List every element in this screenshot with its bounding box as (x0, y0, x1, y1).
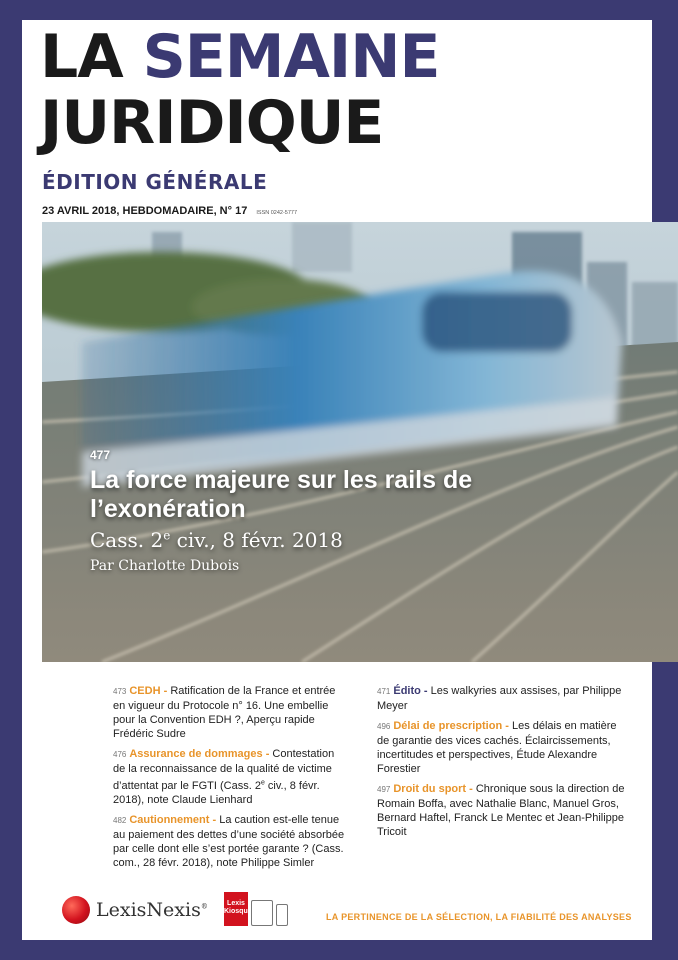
entry-separator: - (420, 685, 431, 697)
masthead-line-1 (40, 24, 439, 90)
entry-separator: - (160, 685, 171, 697)
citation-pre: Cass. 2 (90, 528, 164, 552)
brand-name (96, 899, 208, 921)
kiosque-icon (224, 892, 252, 926)
kiosque-line-2: Kiosque (224, 908, 252, 915)
citation-sup: e (163, 528, 171, 543)
entry-keyword: CEDH (129, 685, 161, 697)
footer-tagline: LA PERTINENCE DE LA SÉLECTION, LA FIABILITÉ DES ANALYSES (326, 912, 632, 922)
cover-story-citation (90, 528, 560, 552)
contents-entry[interactable] (377, 719, 627, 776)
train-photo-illustration (42, 222, 678, 662)
entry-number: 476 (113, 750, 127, 759)
masthead (40, 24, 439, 156)
brand-word: LexisNexis (96, 899, 201, 921)
entry-keyword: Cautionnement (129, 813, 210, 826)
lexis-kiosque-badge[interactable] (224, 892, 288, 926)
masthead-word-la: LA (40, 22, 123, 92)
contents-entry[interactable] (377, 684, 627, 713)
entry-separator: - (209, 813, 220, 826)
cover-story-author: Par Charlotte Dubois (90, 558, 240, 574)
entry-text: Les walkyries aux assises, par Philippe Meyer (377, 685, 622, 712)
entry-keyword: Délai de prescription (393, 720, 503, 732)
issue-info (42, 205, 297, 217)
entry-number: 473 (113, 687, 127, 696)
entry-number: 482 (113, 815, 127, 825)
masthead-word-juridique: JURIDIQUE (40, 88, 384, 158)
contents-entry[interactable] (377, 782, 627, 839)
citation-post: civ., 8 févr. 2018 (170, 528, 343, 552)
contents-entry[interactable] (113, 747, 349, 807)
entry-separator: - (262, 748, 273, 760)
entry-keyword: Édito (393, 685, 421, 697)
tablet-icon (251, 900, 273, 926)
entry-keyword: Assurance de dommages (129, 748, 263, 760)
entry-text: La caution est-elle tenue au paiement des dettes d’une société absorbée par celle dont elle s’est portée garante ? (Cass. com., 28 févr. 2018), note Philippe Simler (113, 813, 345, 869)
phone-icon (276, 904, 288, 926)
brand-registered-mark: ® (200, 902, 208, 911)
issue-date-number: 23 AVRIL 2018, HEBDOMADAIRE, N° 17 (42, 205, 248, 217)
edition-label: ÉDITION GÉNÉRALE (42, 170, 268, 194)
contents-right-column (377, 684, 627, 845)
entry-keyword: Droit du sport (393, 783, 467, 795)
entry-number: 497 (377, 785, 391, 794)
lexisnexis-globe-icon (62, 896, 90, 924)
entry-separator: - (466, 783, 476, 795)
cover-photo (42, 222, 678, 662)
cover-story-number: 477 (90, 448, 111, 462)
kiosque-line-1: Lexis (227, 900, 245, 907)
masthead-word-semaine: SEMAINE (142, 22, 440, 92)
entry-number: 471 (377, 687, 391, 696)
entry-number: 496 (377, 722, 391, 731)
contents-entry[interactable] (113, 684, 349, 741)
entry-text: Les délais en matière de garantie des vices cachés. Éclaircissements, incertitudes et perspectives, Étude Alexandre Forestier (377, 720, 617, 775)
lexisnexis-logo[interactable] (62, 896, 208, 924)
entry-text-post: civ., 8 févr. 2018), note Claude Lienhard (113, 779, 320, 806)
entry-text-sup: e (260, 779, 265, 786)
entry-text-pre: Contestation de la reconnaissance de la qualité de victime d’attentat par le FGTI (Cass. 2 (113, 748, 335, 792)
issn: ISSN 0242-5777 (256, 210, 298, 216)
contents-entry[interactable] (113, 813, 349, 870)
contents-left-column (113, 684, 349, 876)
cover-story-title: La force majeure sur les rails de l’exonération (90, 466, 473, 523)
entry-text: Ratification de la France et entrée en vigueur du Protocole n° 16. Une embellie pour la Convention EDH ?, Aperçu rapide Frédéric Sudre (113, 685, 336, 740)
cover-story[interactable] (90, 448, 560, 574)
entry-text: Chronique sous la direction de Romain Boffa, avec Nathalie Blanc, Manuel Gros, Bernard Haftel, Franck Le Mentec et Jean-Philippe Tricoit (377, 783, 625, 838)
entry-separator: - (502, 720, 512, 732)
